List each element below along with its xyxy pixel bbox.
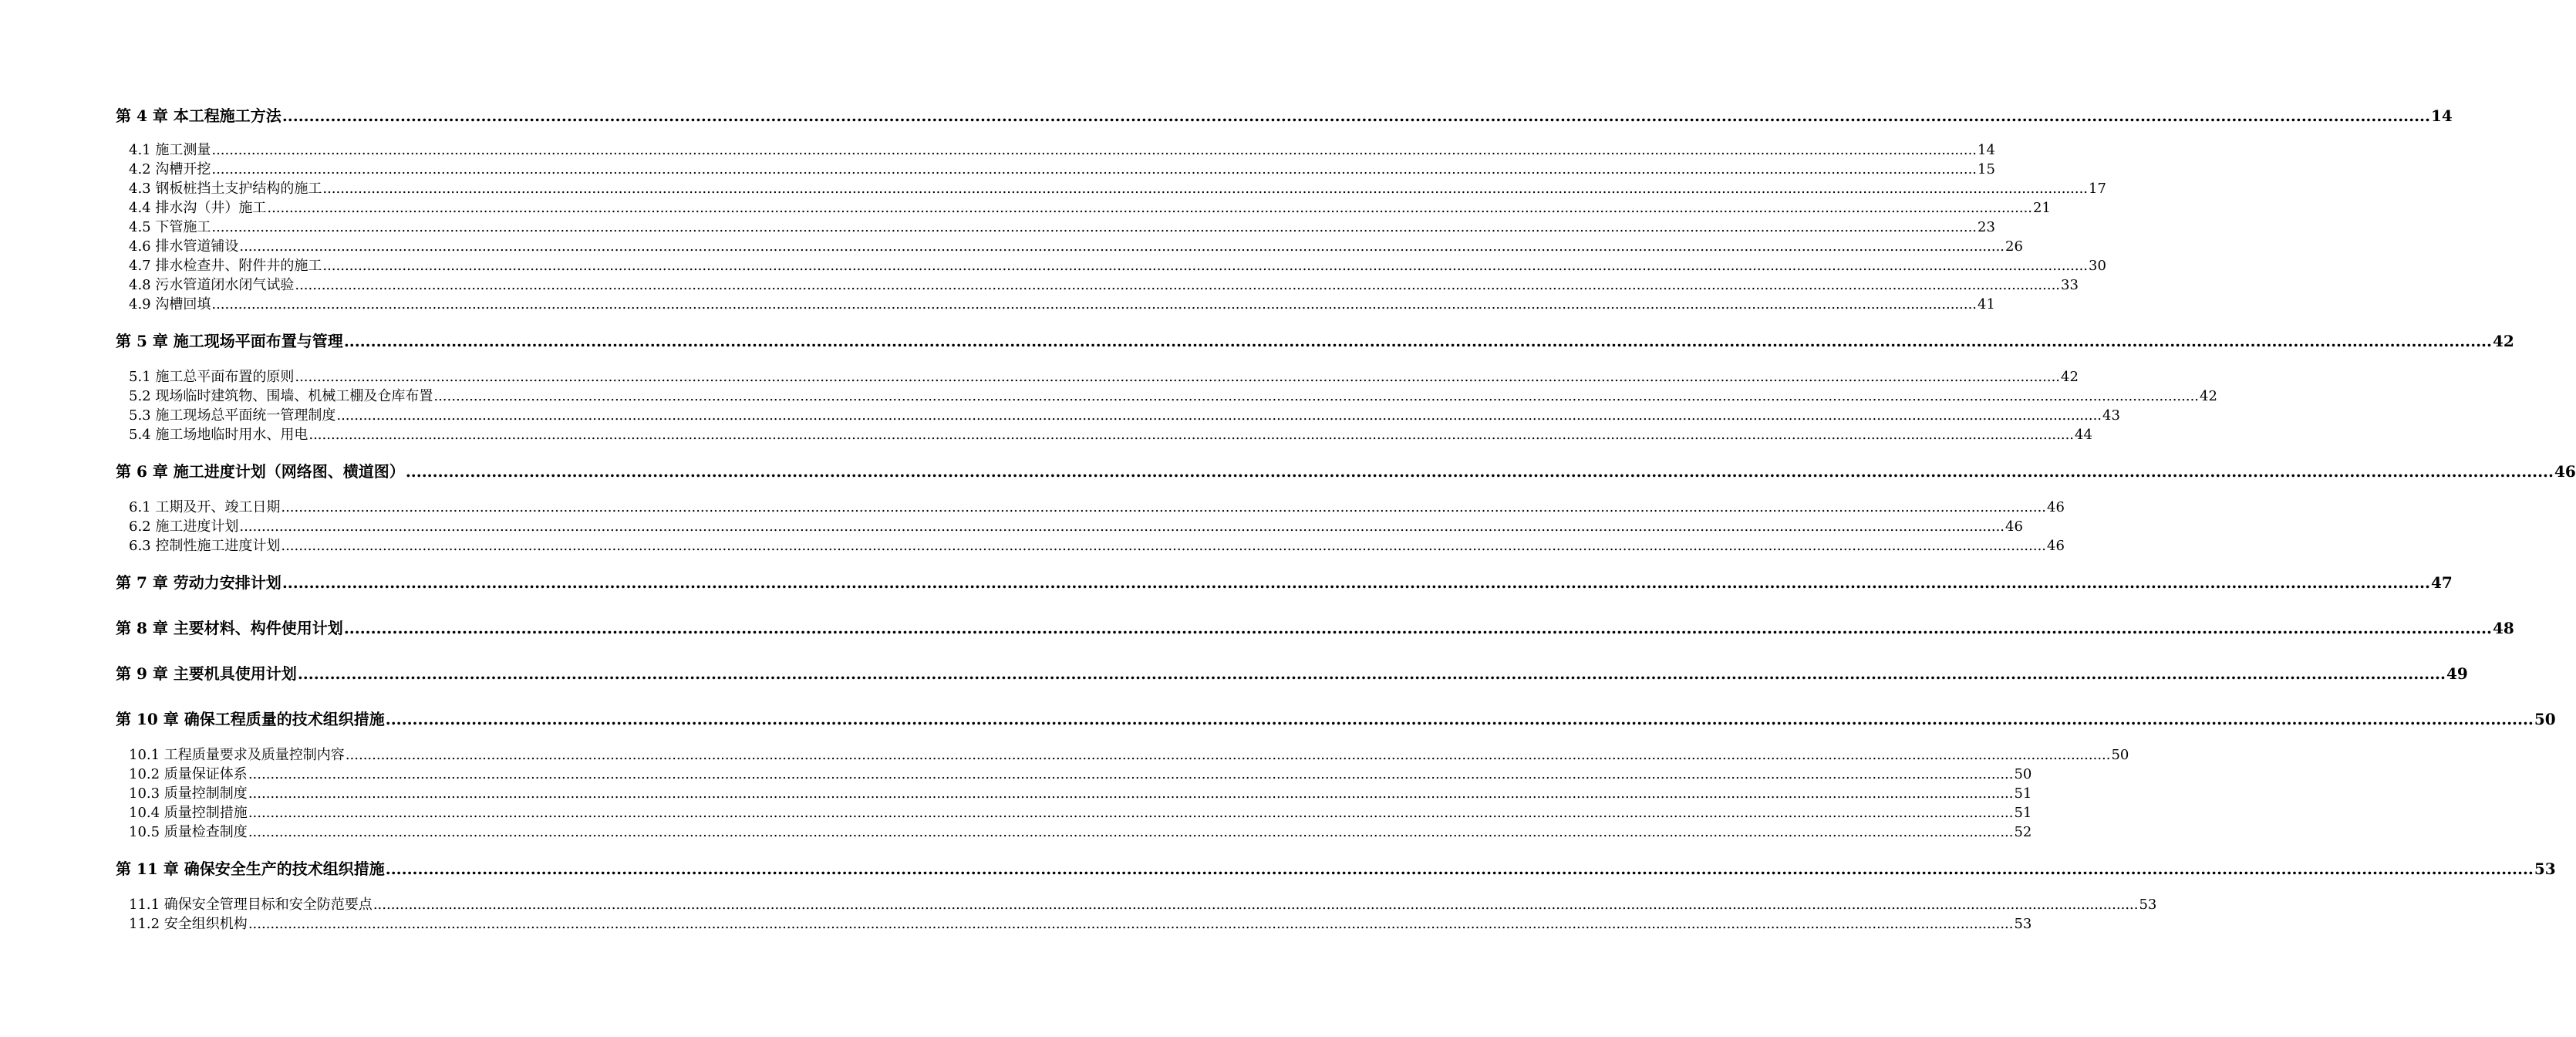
toc-page-number: 46 bbox=[2047, 499, 2065, 515]
toc-chapter-entry[interactable] bbox=[116, 461, 2576, 481]
toc-dot-leader: ................................................................................................................................................................................................................................................................................................................................................................................................................ bbox=[211, 296, 1978, 312]
toc-page-number: 42 bbox=[2061, 369, 2079, 385]
toc-entry-title: 5.1 施工总平面布置的原则 bbox=[129, 369, 295, 385]
toc-page-number: 46 bbox=[2005, 518, 2023, 535]
toc-page-number: 46 bbox=[2047, 538, 2065, 554]
toc-entry-title: 11.1 确保安全管理目标和安全防范要点 bbox=[129, 897, 373, 913]
toc-page-number: 48 bbox=[2492, 619, 2514, 637]
toc-page-number: 53 bbox=[2014, 916, 2032, 932]
toc-entry-title: 第 8 章 主要材料、构件使用计划 bbox=[116, 619, 343, 637]
toc-section-entry[interactable] bbox=[129, 804, 2032, 823]
toc-page-number: 51 bbox=[2014, 805, 2032, 821]
toc-section-entry[interactable] bbox=[129, 537, 2065, 556]
toc-page-number: 42 bbox=[2200, 388, 2217, 404]
toc-section-entry[interactable] bbox=[129, 915, 2032, 934]
toc-section-entry[interactable] bbox=[129, 199, 2051, 218]
toc-section-entry[interactable] bbox=[129, 498, 2065, 517]
toc-dot-leader: ................................................................................................................................................................................................................................................................................................................................................................................................................ bbox=[211, 219, 1978, 235]
toc-dot-leader: ................................................................................................................................................................................................................................................................................................................................................................................................................ bbox=[343, 619, 2492, 637]
toc-section-entry[interactable] bbox=[129, 785, 2032, 803]
toc-page-number: 47 bbox=[2430, 573, 2453, 592]
toc-dot-leader: ................................................................................................................................................................................................................................................................................................................................................................................................................ bbox=[373, 897, 2139, 913]
toc-entry-title: 4.6 排水管道铺设 bbox=[129, 238, 239, 255]
toc-dot-leader: ................................................................................................................................................................................................................................................................................................................................................................................................................ bbox=[297, 664, 2446, 683]
toc-entry-title: 第 9 章 主要机具使用计划 bbox=[116, 664, 297, 683]
toc-entry-title: 4.7 排水检查井、附件井的施工 bbox=[129, 258, 322, 274]
toc-entry-title: 10.5 质量检查制度 bbox=[129, 824, 248, 840]
toc-chapter-entry[interactable] bbox=[116, 331, 2514, 351]
toc-section-entry[interactable] bbox=[129, 276, 2079, 295]
toc-entry-title: 4.1 施工测量 bbox=[129, 142, 211, 158]
toc-dot-leader: ................................................................................................................................................................................................................................................................................................................................................................................................................ bbox=[248, 805, 2014, 821]
toc-entry-title: 6.2 施工进度计划 bbox=[129, 518, 239, 535]
toc-dot-leader: ................................................................................................................................................................................................................................................................................................................................................................................................................ bbox=[385, 710, 2534, 728]
toc-chapter-entry[interactable] bbox=[116, 709, 2556, 729]
toc-dot-leader: ................................................................................................................................................................................................................................................................................................................................................................................................................ bbox=[211, 142, 1978, 158]
toc-entry-title: 6.1 工期及开、竣工日期 bbox=[129, 499, 281, 515]
toc-entry-title: 10.3 质量控制制度 bbox=[129, 785, 248, 802]
toc-chapter-entry[interactable] bbox=[116, 618, 2514, 638]
toc-section-entry[interactable] bbox=[129, 823, 2032, 842]
toc-entry-title: 第 5 章 施工现场平面布置与管理 bbox=[116, 332, 343, 350]
toc-page-number: 44 bbox=[2075, 427, 2092, 443]
toc-dot-leader: ................................................................................................................................................................................................................................................................................................................................................................................................................ bbox=[282, 573, 2430, 592]
toc-entry-title: 4.4 排水沟（井）施工 bbox=[129, 200, 267, 216]
toc-dot-leader: ................................................................................................................................................................................................................................................................................................................................................................................................................ bbox=[343, 332, 2492, 350]
toc-dot-leader: ................................................................................................................................................................................................................................................................................................................................................................................................................ bbox=[336, 407, 2102, 424]
toc-dot-leader: ................................................................................................................................................................................................................................................................................................................................................................................................................ bbox=[267, 200, 2033, 216]
toc-dot-leader: ................................................................................................................................................................................................................................................................................................................................................................................................................ bbox=[282, 106, 2430, 125]
toc-page-number: 14 bbox=[1978, 142, 1995, 158]
toc-section-entry[interactable] bbox=[129, 746, 2129, 765]
toc-page-number: 41 bbox=[1978, 296, 1995, 312]
toc-entry-title: 第 6 章 施工进度计划（网络图、横道图） bbox=[116, 462, 405, 481]
toc-entry-title: 5.4 施工场地临时用水、用电 bbox=[129, 427, 309, 443]
toc-page-number: 30 bbox=[2089, 258, 2106, 274]
toc-page-number: 46 bbox=[2554, 462, 2576, 481]
toc-page-number: 43 bbox=[2102, 407, 2120, 424]
toc-dot-leader: ................................................................................................................................................................................................................................................................................................................................................................................................................ bbox=[211, 161, 1978, 177]
toc-section-entry[interactable] bbox=[129, 387, 2217, 406]
toc-entry-title: 6.3 控制性施工进度计划 bbox=[129, 538, 281, 554]
toc-entry-title: 10.1 工程质量要求及质量控制内容 bbox=[129, 747, 345, 763]
toc-page-number: 14 bbox=[2430, 106, 2453, 125]
toc-chapter-entry[interactable] bbox=[116, 573, 2453, 593]
toc-entry-title: 10.2 质量保证体系 bbox=[129, 766, 248, 782]
toc-section-entry[interactable] bbox=[129, 296, 1995, 314]
toc-dot-leader: ................................................................................................................................................................................................................................................................................................................................................................................................................ bbox=[385, 860, 2534, 878]
toc-dot-leader: ................................................................................................................................................................................................................................................................................................................................................................................................................ bbox=[281, 538, 2047, 554]
toc-dot-leader: ................................................................................................................................................................................................................................................................................................................................................................................................................ bbox=[239, 518, 2005, 535]
toc-entry-title: 4.5 下管施工 bbox=[129, 219, 211, 235]
toc-chapter-entry[interactable] bbox=[116, 859, 2556, 879]
toc-page-number: 17 bbox=[2089, 181, 2106, 197]
toc-chapter-entry[interactable] bbox=[116, 106, 2453, 126]
toc-page-number: 53 bbox=[2534, 860, 2556, 878]
toc-section-entry[interactable] bbox=[129, 407, 2120, 425]
toc-dot-leader: ................................................................................................................................................................................................................................................................................................................................................................................................................ bbox=[248, 785, 2014, 802]
toc-page-number: 50 bbox=[2111, 747, 2129, 763]
toc-section-entry[interactable] bbox=[129, 426, 2092, 444]
toc-section-entry[interactable] bbox=[129, 896, 2157, 914]
toc-entry-title: 第 11 章 确保安全生产的技术组织措施 bbox=[116, 860, 385, 878]
toc-entry-title: 第 10 章 确保工程质量的技术组织措施 bbox=[116, 710, 385, 728]
toc-entry-title: 10.4 质量控制措施 bbox=[129, 805, 248, 821]
toc-page-number: 53 bbox=[2139, 897, 2157, 913]
toc-entry-title: 4.2 沟槽开挖 bbox=[129, 161, 211, 177]
toc-page-number: 49 bbox=[2446, 664, 2468, 683]
toc-dot-leader: ................................................................................................................................................................................................................................................................................................................................................................................................................ bbox=[281, 499, 2047, 515]
toc-entry-title: 5.3 施工现场总平面统一管理制度 bbox=[129, 407, 336, 424]
toc-entry-title: 5.2 现场临时建筑物、围墙、机械工棚及仓库布置 bbox=[129, 388, 433, 404]
toc-dot-leader: ................................................................................................................................................................................................................................................................................................................................................................................................................ bbox=[322, 181, 2089, 197]
toc-section-entry[interactable] bbox=[129, 141, 1995, 160]
toc-page-number: 21 bbox=[2033, 200, 2051, 216]
toc-entry-title: 第 7 章 劳动力安排计划 bbox=[116, 573, 282, 592]
toc-entry-title: 4.3 钢板桩挡土支护结构的施工 bbox=[129, 181, 322, 197]
toc-page-number: 50 bbox=[2014, 766, 2032, 782]
toc-section-entry[interactable] bbox=[129, 160, 1995, 179]
toc-page-number: 50 bbox=[2534, 710, 2556, 728]
toc-page-number: 33 bbox=[2061, 277, 2079, 293]
toc-section-entry[interactable] bbox=[129, 180, 2106, 198]
toc-dot-leader: ................................................................................................................................................................................................................................................................................................................................................................................................................ bbox=[248, 824, 2014, 840]
toc-page-number: 51 bbox=[2014, 785, 2032, 802]
toc-section-entry[interactable] bbox=[129, 518, 2023, 536]
toc-section-entry[interactable] bbox=[129, 765, 2032, 784]
toc-dot-leader: ................................................................................................................................................................................................................................................................................................................................................................................................................ bbox=[295, 277, 2061, 293]
toc-entry-title: 第 4 章 本工程施工方法 bbox=[116, 106, 282, 125]
toc-page-number: 23 bbox=[1978, 219, 1995, 235]
toc-section-entry[interactable] bbox=[129, 218, 1995, 237]
toc-dot-leader: ................................................................................................................................................................................................................................................................................................................................................................................................................ bbox=[295, 369, 2061, 385]
toc-dot-leader: ................................................................................................................................................................................................................................................................................................................................................................................................................ bbox=[433, 388, 2200, 404]
toc-dot-leader: ................................................................................................................................................................................................................................................................................................................................................................................................................ bbox=[239, 238, 2005, 255]
toc-chapter-entry[interactable] bbox=[116, 664, 2468, 684]
toc-section-entry[interactable] bbox=[129, 257, 2106, 275]
toc-page-number: 26 bbox=[2005, 238, 2023, 255]
toc-dot-leader: ................................................................................................................................................................................................................................................................................................................................................................................................................ bbox=[405, 462, 2554, 481]
toc-section-entry[interactable] bbox=[129, 368, 2079, 387]
toc-dot-leader: ................................................................................................................................................................................................................................................................................................................................................................................................................ bbox=[345, 747, 2111, 763]
toc-dot-leader: ................................................................................................................................................................................................................................................................................................................................................................................................................ bbox=[309, 427, 2075, 443]
toc-page-number: 42 bbox=[2492, 332, 2514, 350]
toc-entry-title: 11.2 安全组织机构 bbox=[129, 916, 248, 932]
toc-dot-leader: ................................................................................................................................................................................................................................................................................................................................................................................................................ bbox=[248, 766, 2014, 782]
toc-entry-title: 4.9 沟槽回填 bbox=[129, 296, 211, 312]
toc-dot-leader: ................................................................................................................................................................................................................................................................................................................................................................................................................ bbox=[322, 258, 2089, 274]
toc-page-number: 52 bbox=[2014, 824, 2032, 840]
toc-page-number: 15 bbox=[1978, 161, 1995, 177]
toc-section-entry[interactable] bbox=[129, 238, 2023, 256]
toc-entry-title: 4.8 污水管道闭水闭气试验 bbox=[129, 277, 295, 293]
toc-dot-leader: ................................................................................................................................................................................................................................................................................................................................................................................................................ bbox=[248, 916, 2014, 932]
